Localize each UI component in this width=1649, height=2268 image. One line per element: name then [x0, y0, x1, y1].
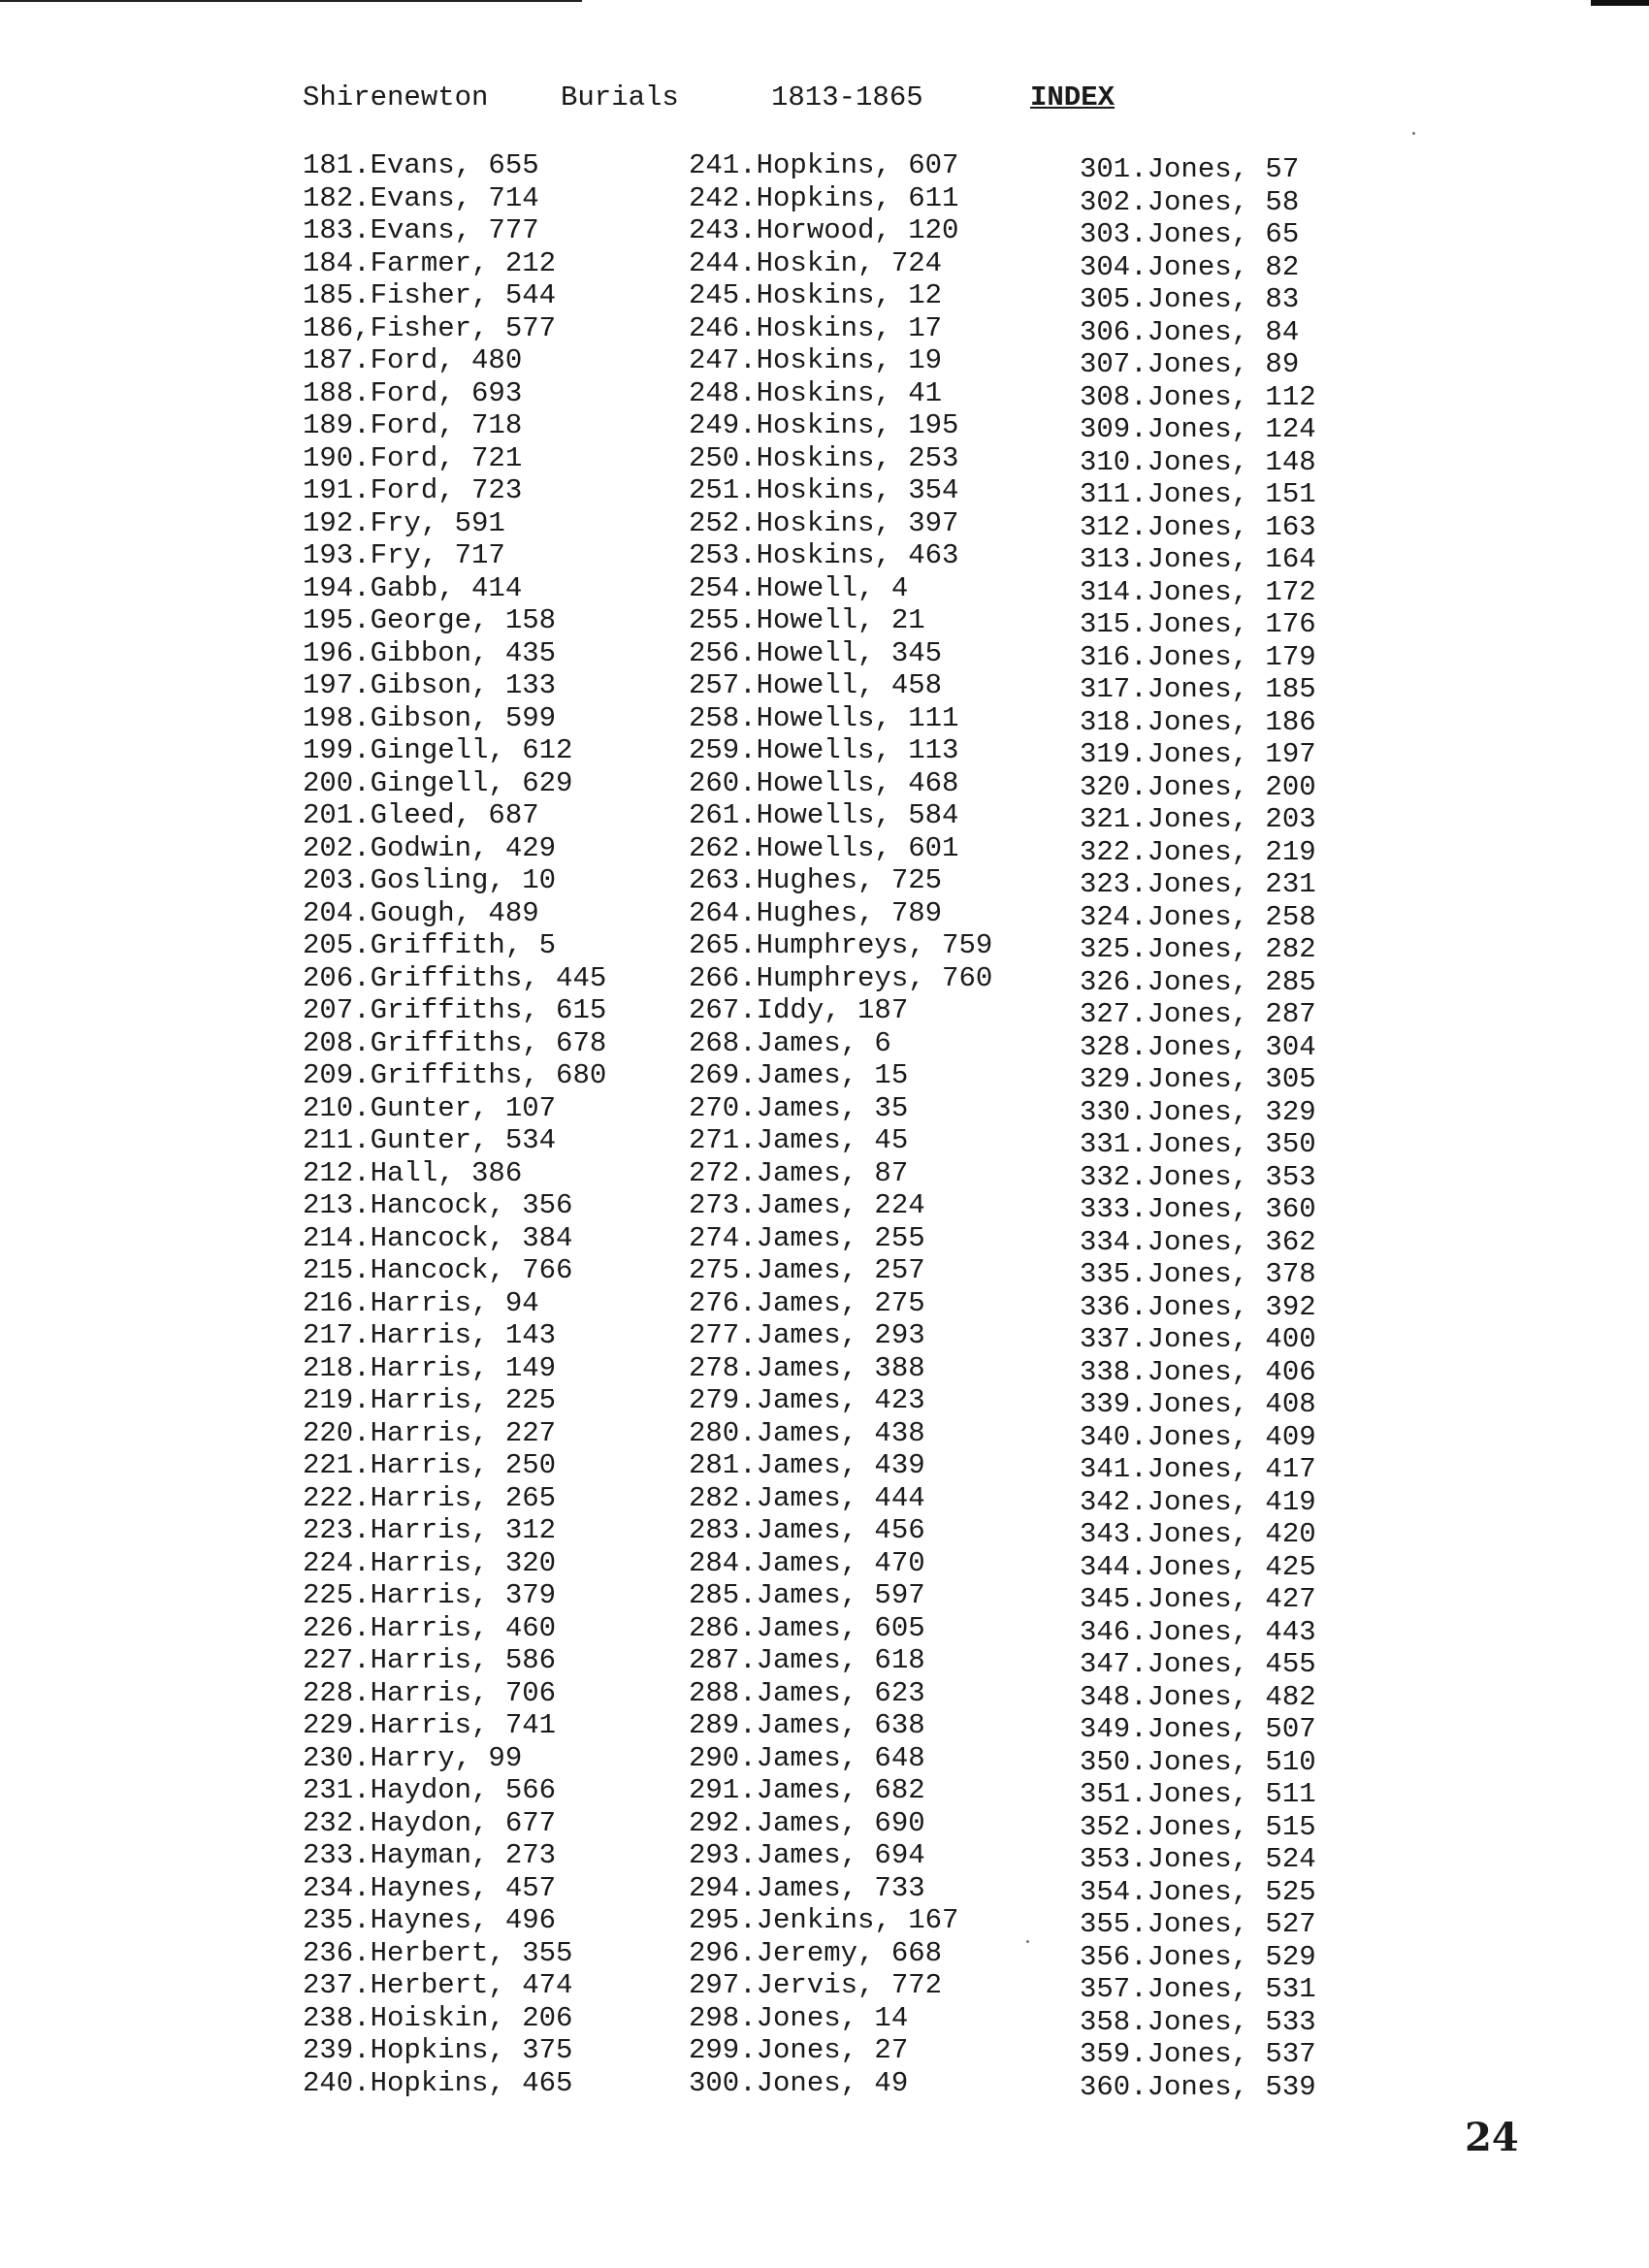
- index-entry: 195.George, 158: [303, 604, 557, 636]
- index-entry: 314.Jones, 172: [1080, 575, 1316, 608]
- index-entry: 212.Hall, 386: [303, 1156, 523, 1189]
- index-entry: 344.Jones, 425: [1080, 1550, 1316, 1583]
- index-entry: 299.Jones, 27: [689, 2034, 909, 2066]
- index-entry: 238.Hoiskin, 206: [303, 2001, 573, 2034]
- index-entry: 222.Harris, 265: [303, 1481, 557, 1514]
- index-entry: 237.Herbert, 474: [303, 1969, 573, 2001]
- index-entry: 360.Jones, 539: [1080, 2070, 1316, 2103]
- index-entry: 283.James, 456: [689, 1514, 925, 1546]
- index-entry: 326.Jones, 285: [1080, 965, 1316, 998]
- index-entry: 290.James, 648: [689, 1741, 925, 1774]
- index-column-1: [303, 149, 606, 2099]
- index-entry: 349.Jones, 507: [1080, 1713, 1316, 1745]
- index-entry: 219.Harris, 225: [303, 1384, 557, 1416]
- index-entry: 295.Jenkins, 167: [689, 1904, 959, 1936]
- index-entry: 216.Harris, 94: [303, 1286, 539, 1319]
- index-entry: 281.James, 439: [689, 1449, 925, 1481]
- index-entry: 201.Gleed, 687: [303, 799, 539, 831]
- index-entry: 181.Evans, 655: [303, 149, 539, 181]
- index-entry: 267.Iddy, 187: [689, 994, 909, 1026]
- index-entry: 275.James, 257: [689, 1254, 925, 1286]
- index-entry: 328.Jones, 304: [1080, 1030, 1316, 1063]
- index-entry: 269.James, 15: [689, 1059, 909, 1091]
- index-entry: 331.Jones, 350: [1080, 1128, 1316, 1160]
- index-entry: 210.Gunter, 107: [303, 1091, 557, 1124]
- index-entry: 256.Howell, 345: [689, 636, 943, 669]
- index-entry: 285.James, 597: [689, 1579, 925, 1611]
- index-entry: 203.Gosling, 10: [303, 864, 557, 896]
- index-entry: 209.Griffiths, 680: [303, 1059, 607, 1091]
- index-entry: 260.Howells, 468: [689, 766, 959, 799]
- index-entry: 352.Jones, 515: [1080, 1810, 1316, 1843]
- index-entry: 301.Jones, 57: [1080, 153, 1300, 185]
- index-column-2: [689, 149, 992, 2099]
- index-entry: 198.Gibson, 599: [303, 701, 557, 734]
- index-entry: 293.James, 694: [689, 1839, 925, 1871]
- index-entry: 249.Hoskins, 195: [689, 409, 959, 441]
- index-entry: 204.Gough, 489: [303, 896, 539, 929]
- index-entry: 340.Jones, 409: [1080, 1420, 1316, 1453]
- index-entry: 305.Jones, 83: [1080, 283, 1300, 315]
- index-entry: 294.James, 733: [689, 1871, 925, 1904]
- index-entry: 236.Herbert, 355: [303, 1936, 573, 1969]
- index-entry: 188.Ford, 693: [303, 376, 523, 409]
- index-entry: 280.James, 438: [689, 1416, 925, 1449]
- index-entry: 302.Jones, 58: [1080, 185, 1300, 218]
- index-entry: 205.Griffith, 5: [303, 929, 557, 961]
- index-entry: 355.Jones, 527: [1080, 1908, 1316, 1940]
- index-entry: 319.Jones, 197: [1080, 738, 1316, 770]
- index-entry: 321.Jones, 203: [1080, 803, 1316, 835]
- index-entry: 311.Jones, 151: [1080, 478, 1316, 510]
- index-entry: 286.James, 605: [689, 1611, 925, 1644]
- index-entry: 186,Fisher, 577: [303, 311, 557, 344]
- scan-edge-top: [0, 0, 582, 2]
- index-entry: 325.Jones, 282: [1080, 933, 1316, 965]
- index-entry: 224.Harris, 320: [303, 1546, 557, 1579]
- index-entry: 316.Jones, 179: [1080, 640, 1316, 673]
- index-entry: 196.Gibbon, 435: [303, 636, 557, 669]
- scan-speck: [1412, 132, 1415, 135]
- index-entry: 220.Harris, 227: [303, 1416, 557, 1449]
- index-entry: 274.James, 255: [689, 1221, 925, 1254]
- index-entry: 272.James, 87: [689, 1156, 909, 1189]
- index-entry: 282.James, 444: [689, 1481, 925, 1514]
- index-entry: 211.Gunter, 534: [303, 1124, 557, 1156]
- index-entry: 185.Fisher, 544: [303, 279, 557, 311]
- index-entry: 223.Harris, 312: [303, 1514, 557, 1546]
- index-entry: 335.Jones, 378: [1080, 1258, 1316, 1290]
- index-entry: 297.Jervis, 772: [689, 1969, 943, 2001]
- index-entry: 345.Jones, 427: [1080, 1583, 1316, 1615]
- index-entry: 259.Howells, 113: [689, 734, 959, 766]
- index-entry: 241.Hopkins, 607: [689, 149, 959, 181]
- index-entry: 346.Jones, 443: [1080, 1615, 1316, 1648]
- scan-speck: [1026, 1940, 1029, 1943]
- index-entry: 217.Harris, 143: [303, 1319, 557, 1351]
- index-entry: 247.Hoskins, 19: [689, 344, 943, 376]
- index-entry: 218.Harris, 149: [303, 1351, 557, 1384]
- index-entry: 183.Evans, 777: [303, 214, 539, 246]
- index-entry: 264.Hughes, 789: [689, 896, 943, 929]
- index-entry: 232.Haydon, 677: [303, 1806, 557, 1839]
- index-entry: 251.Hoskins, 354: [689, 474, 959, 506]
- index-column-3: [1080, 153, 1316, 2103]
- index-entry: 296.Jeremy, 668: [689, 1936, 943, 1969]
- index-entry: 308.Jones, 112: [1080, 380, 1316, 413]
- index-entry: 288.James, 623: [689, 1676, 925, 1709]
- index-entry: 284.James, 470: [689, 1546, 925, 1579]
- index-entry: 228.Harris, 706: [303, 1676, 557, 1709]
- index-entry: 324.Jones, 258: [1080, 900, 1316, 933]
- index-entry: 292.James, 690: [689, 1806, 925, 1839]
- header-index-title: INDEX: [1030, 81, 1116, 113]
- index-entry: 245.Hoskins, 12: [689, 279, 943, 311]
- index-entry: 250.Hoskins, 253: [689, 441, 959, 474]
- index-entry: 357.Jones, 531: [1080, 1973, 1316, 2005]
- index-entry: 239.Hopkins, 375: [303, 2034, 573, 2066]
- index-entry: 359.Jones, 537: [1080, 2038, 1316, 2070]
- index-entry: 248.Hoskins, 41: [689, 376, 943, 409]
- index-entry: 333.Jones, 360: [1080, 1193, 1316, 1225]
- header-years: 1813-1865: [771, 81, 923, 113]
- index-entry: 229.Harris, 741: [303, 1709, 557, 1741]
- index-entry: 200.Gingell, 629: [303, 766, 573, 799]
- index-entry: 298.Jones, 14: [689, 2001, 909, 2034]
- index-entry: 317.Jones, 185: [1080, 673, 1316, 705]
- index-entry: 320.Jones, 200: [1080, 770, 1316, 803]
- index-entry: 221.Harris, 250: [303, 1449, 557, 1481]
- index-entry: 336.Jones, 392: [1080, 1290, 1316, 1323]
- index-entry: 265.Humphreys, 759: [689, 929, 993, 961]
- index-entry: 193.Fry, 717: [303, 539, 505, 571]
- index-entry: 255.Howell, 21: [689, 604, 925, 636]
- header-place: Shirenewton: [303, 81, 489, 113]
- index-entry: 350.Jones, 510: [1080, 1745, 1316, 1778]
- index-entry: 287.James, 618: [689, 1644, 925, 1676]
- index-entry: 279.James, 423: [689, 1384, 925, 1416]
- index-entry: 334.Jones, 362: [1080, 1225, 1316, 1258]
- index-entry: 300.Jones, 49: [689, 2066, 909, 2099]
- index-entry: 261.Howells, 584: [689, 799, 959, 831]
- index-entry: 233.Hayman, 273: [303, 1839, 557, 1871]
- index-entry: 309.Jones, 124: [1080, 413, 1316, 445]
- index-entry: 337.Jones, 400: [1080, 1323, 1316, 1355]
- index-entry: 206.Griffiths, 445: [303, 961, 607, 994]
- index-entry: 276.James, 275: [689, 1286, 925, 1319]
- index-entry: 208.Griffiths, 678: [303, 1026, 607, 1059]
- index-entry: 243.Horwood, 120: [689, 214, 959, 246]
- index-entry: 207.Griffiths, 615: [303, 994, 607, 1026]
- index-entry: 312.Jones, 163: [1080, 510, 1316, 543]
- index-entry: 332.Jones, 353: [1080, 1160, 1316, 1193]
- index-entry: 307.Jones, 89: [1080, 348, 1300, 380]
- index-entry: 226.Harris, 460: [303, 1611, 557, 1644]
- index-entry: 306.Jones, 84: [1080, 315, 1300, 348]
- index-entry: 246.Hoskins, 17: [689, 311, 943, 344]
- index-entry: 190.Ford, 721: [303, 441, 523, 474]
- index-entry: 258.Howells, 111: [689, 701, 959, 734]
- index-entry: 197.Gibson, 133: [303, 669, 557, 701]
- index-entry: 242.Hopkins, 611: [689, 181, 959, 214]
- index-entry: 270.James, 35: [689, 1091, 909, 1124]
- index-entry: 253.Hoskins, 463: [689, 539, 959, 571]
- index-entry: 252.Hoskins, 397: [689, 506, 959, 539]
- index-entry: 277.James, 293: [689, 1319, 925, 1351]
- index-entry: 202.Godwin, 429: [303, 831, 557, 864]
- index-entry: 263.Hughes, 725: [689, 864, 943, 896]
- index-entry: 310.Jones, 148: [1080, 445, 1316, 478]
- index-entry: 303.Jones, 65: [1080, 218, 1300, 250]
- index-entry: 273.James, 224: [689, 1189, 925, 1221]
- index-entry: 339.Jones, 408: [1080, 1388, 1316, 1420]
- index-entry: 227.Harris, 586: [303, 1644, 557, 1676]
- index-entry: 291.James, 682: [689, 1774, 925, 1806]
- index-entry: 330.Jones, 329: [1080, 1095, 1316, 1128]
- index-entry: 189.Ford, 718: [303, 409, 523, 441]
- index-entry: 354.Jones, 525: [1080, 1875, 1316, 1908]
- header-record-type: Burials: [561, 81, 679, 113]
- index-entry: 199.Gingell, 612: [303, 734, 573, 766]
- index-entry: 182.Evans, 714: [303, 181, 539, 214]
- index-entry: 343.Jones, 420: [1080, 1518, 1316, 1550]
- index-entry: 194.Gabb, 414: [303, 571, 523, 604]
- page-header: [0, 81, 1649, 120]
- index-entry: 213.Hancock, 356: [303, 1189, 573, 1221]
- index-entry: 240.Hopkins, 465: [303, 2066, 573, 2099]
- index-entry: 225.Harris, 379: [303, 1579, 557, 1611]
- index-entry: 348.Jones, 482: [1080, 1680, 1316, 1713]
- index-entry: 254.Howell, 4: [689, 571, 909, 604]
- index-entry: 187.Ford, 480: [303, 344, 523, 376]
- index-entry: 351.Jones, 511: [1080, 1778, 1316, 1810]
- index-entry: 214.Hancock, 384: [303, 1221, 573, 1254]
- index-entry: 322.Jones, 219: [1080, 835, 1316, 868]
- index-entry: 342.Jones, 419: [1080, 1485, 1316, 1518]
- index-entry: 358.Jones, 533: [1080, 2005, 1316, 2038]
- index-entry: 235.Haynes, 496: [303, 1904, 557, 1936]
- index-entry: 329.Jones, 305: [1080, 1063, 1316, 1095]
- index-entry: 278.James, 388: [689, 1351, 925, 1384]
- index-entry: 327.Jones, 287: [1080, 998, 1316, 1030]
- index-entry: 353.Jones, 524: [1080, 1843, 1316, 1875]
- index-entry: 257.Howell, 458: [689, 669, 943, 701]
- index-entry: 289.James, 638: [689, 1709, 925, 1741]
- page-number: 24: [1465, 2115, 1519, 2160]
- index-entry: 266.Humphreys, 760: [689, 961, 993, 994]
- index-entry: 271.James, 45: [689, 1124, 909, 1156]
- index-entry: 323.Jones, 231: [1080, 868, 1316, 900]
- index-entry: 315.Jones, 176: [1080, 608, 1316, 640]
- index-entry: 231.Haydon, 566: [303, 1774, 557, 1806]
- index-entry: 313.Jones, 164: [1080, 543, 1316, 575]
- index-entry: 262.Howells, 601: [689, 831, 959, 864]
- index-entry: 304.Jones, 82: [1080, 250, 1300, 283]
- index-entry: 234.Haynes, 457: [303, 1871, 557, 1904]
- index-entry: 318.Jones, 186: [1080, 705, 1316, 738]
- index-entry: 192.Fry, 591: [303, 506, 505, 539]
- scan-edge-corner: [1591, 0, 1649, 6]
- index-entry: 338.Jones, 406: [1080, 1355, 1316, 1388]
- index-entry: 184.Farmer, 212: [303, 246, 557, 279]
- index-entry: 215.Hancock, 766: [303, 1254, 573, 1286]
- index-entry: 230.Harry, 99: [303, 1741, 523, 1774]
- index-entry: 356.Jones, 529: [1080, 1940, 1316, 1973]
- index-entry: 341.Jones, 417: [1080, 1453, 1316, 1485]
- index-entry: 191.Ford, 723: [303, 474, 523, 506]
- index-entry: 347.Jones, 455: [1080, 1648, 1316, 1680]
- index-entry: 268.James, 6: [689, 1026, 891, 1059]
- index-entry: 244.Hoskin, 724: [689, 246, 943, 279]
